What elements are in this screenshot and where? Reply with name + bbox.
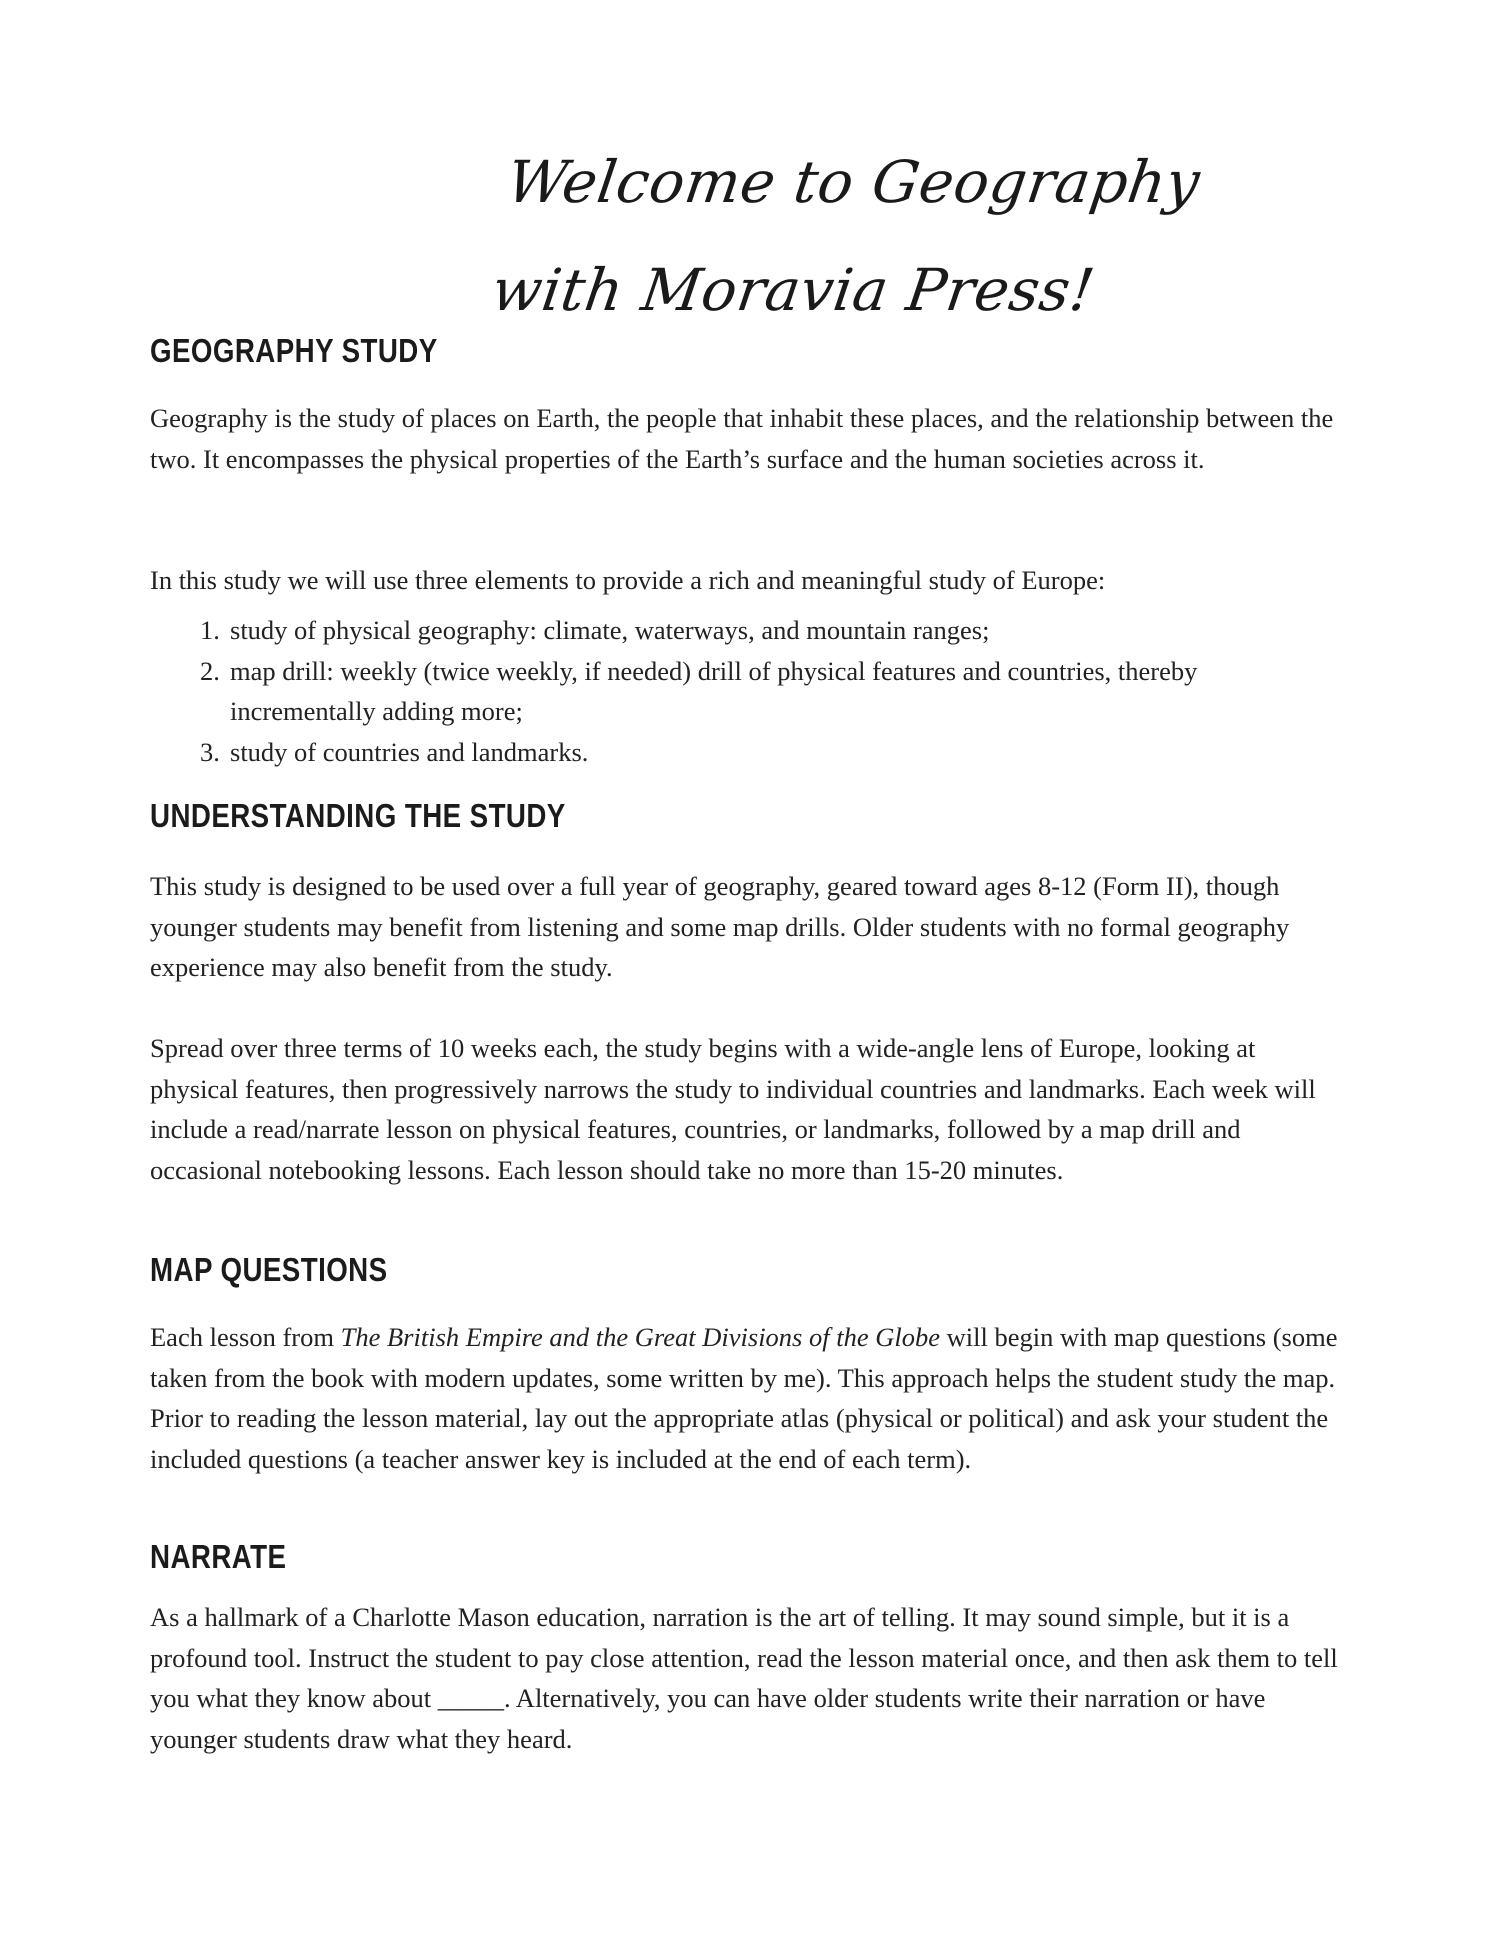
page-title-line-2: with Moravia Press! [487,256,1099,324]
list-item-text: study of physical geography: climate, waterways, and mountain ranges; [230,615,990,645]
heading-map-questions: MAP QUESTIONS [150,1251,388,1288]
list-item-number: 1. [200,615,220,645]
study-elements-list [200,610,1300,772]
heading-narrate: NARRATE [150,1538,287,1575]
book-title: The British Empire and the Great Divisions of the Globe [340,1322,940,1352]
list-item [200,732,1300,773]
heading-understanding-the-study: UNDERSTANDING THE STUDY [150,797,566,834]
geography-study-intro: Geography is the study of places on Earth, the people that inhabit these places, and the relationship between the two. It encompasses the physical properties of the Earth’s surface and the human societies across it. [150,403,1334,474]
narrate-para: As a hallmark of a Charlotte Mason education, narration is the art of telling. It may sound simple, but it is a profound tool. Instruct the student to pay close attention, read the lesson material once, and then ask them to tell you what they know about _____. Alternatively, you can have older students write their narration or have younger students draw what they heard. [150,1602,1338,1754]
list-item-text: study of countries and landmarks. [230,736,589,767]
geography-study-elements-intro: In this study we will use three elements to provide a rich and meaningful study of Europe: [150,565,1106,595]
list-item [200,651,1300,732]
understanding-para-1: This study is designed to be used over a full year of geography, geared toward ages 8-12 (Form II), though younger students may benefit from listening and some map drills. Older students with no formal geography experience may also benefit from the study. [150,871,1290,982]
list-item [200,610,1300,651]
page-title [485,128,1205,344]
map-questions-para [150,1317,1350,1479]
list-item-text: map drill: weekly (twice weekly, if needed) drill of physical features and countries, thereby incrementally adding more; [230,655,1198,726]
page-title-line-1: Welcome to Geography [502,148,1205,216]
list-item-number: 2. [200,655,220,686]
map-questions-text-prefix: Each lesson from [150,1322,341,1352]
list-item-number: 3. [200,736,220,767]
map-questions-text-suffix: will begin with map questions (some taken from the book with modern updates, some written by me). This approach helps the student study the map. Prior to reading the lesson material, lay out the appropriate atlas (physical or political) and ask your student the included questions (a teacher answer key is included at the end of each term). [150,1322,1338,1474]
understanding-para-2: Spread over three terms of 10 weeks each, the study begins with a wide-angle lens of Europe, looking at physical features, then progressively narrows the study to individual countries and landmarks. Each week will include a read/narrate lesson on physical features, countries, or landmarks, followed by a map drill and occasional notebooking lessons. Each lesson should take no more than 15-20 minutes. [150,1033,1316,1185]
heading-geography-study: GEOGRAPHY STUDY [150,332,438,369]
